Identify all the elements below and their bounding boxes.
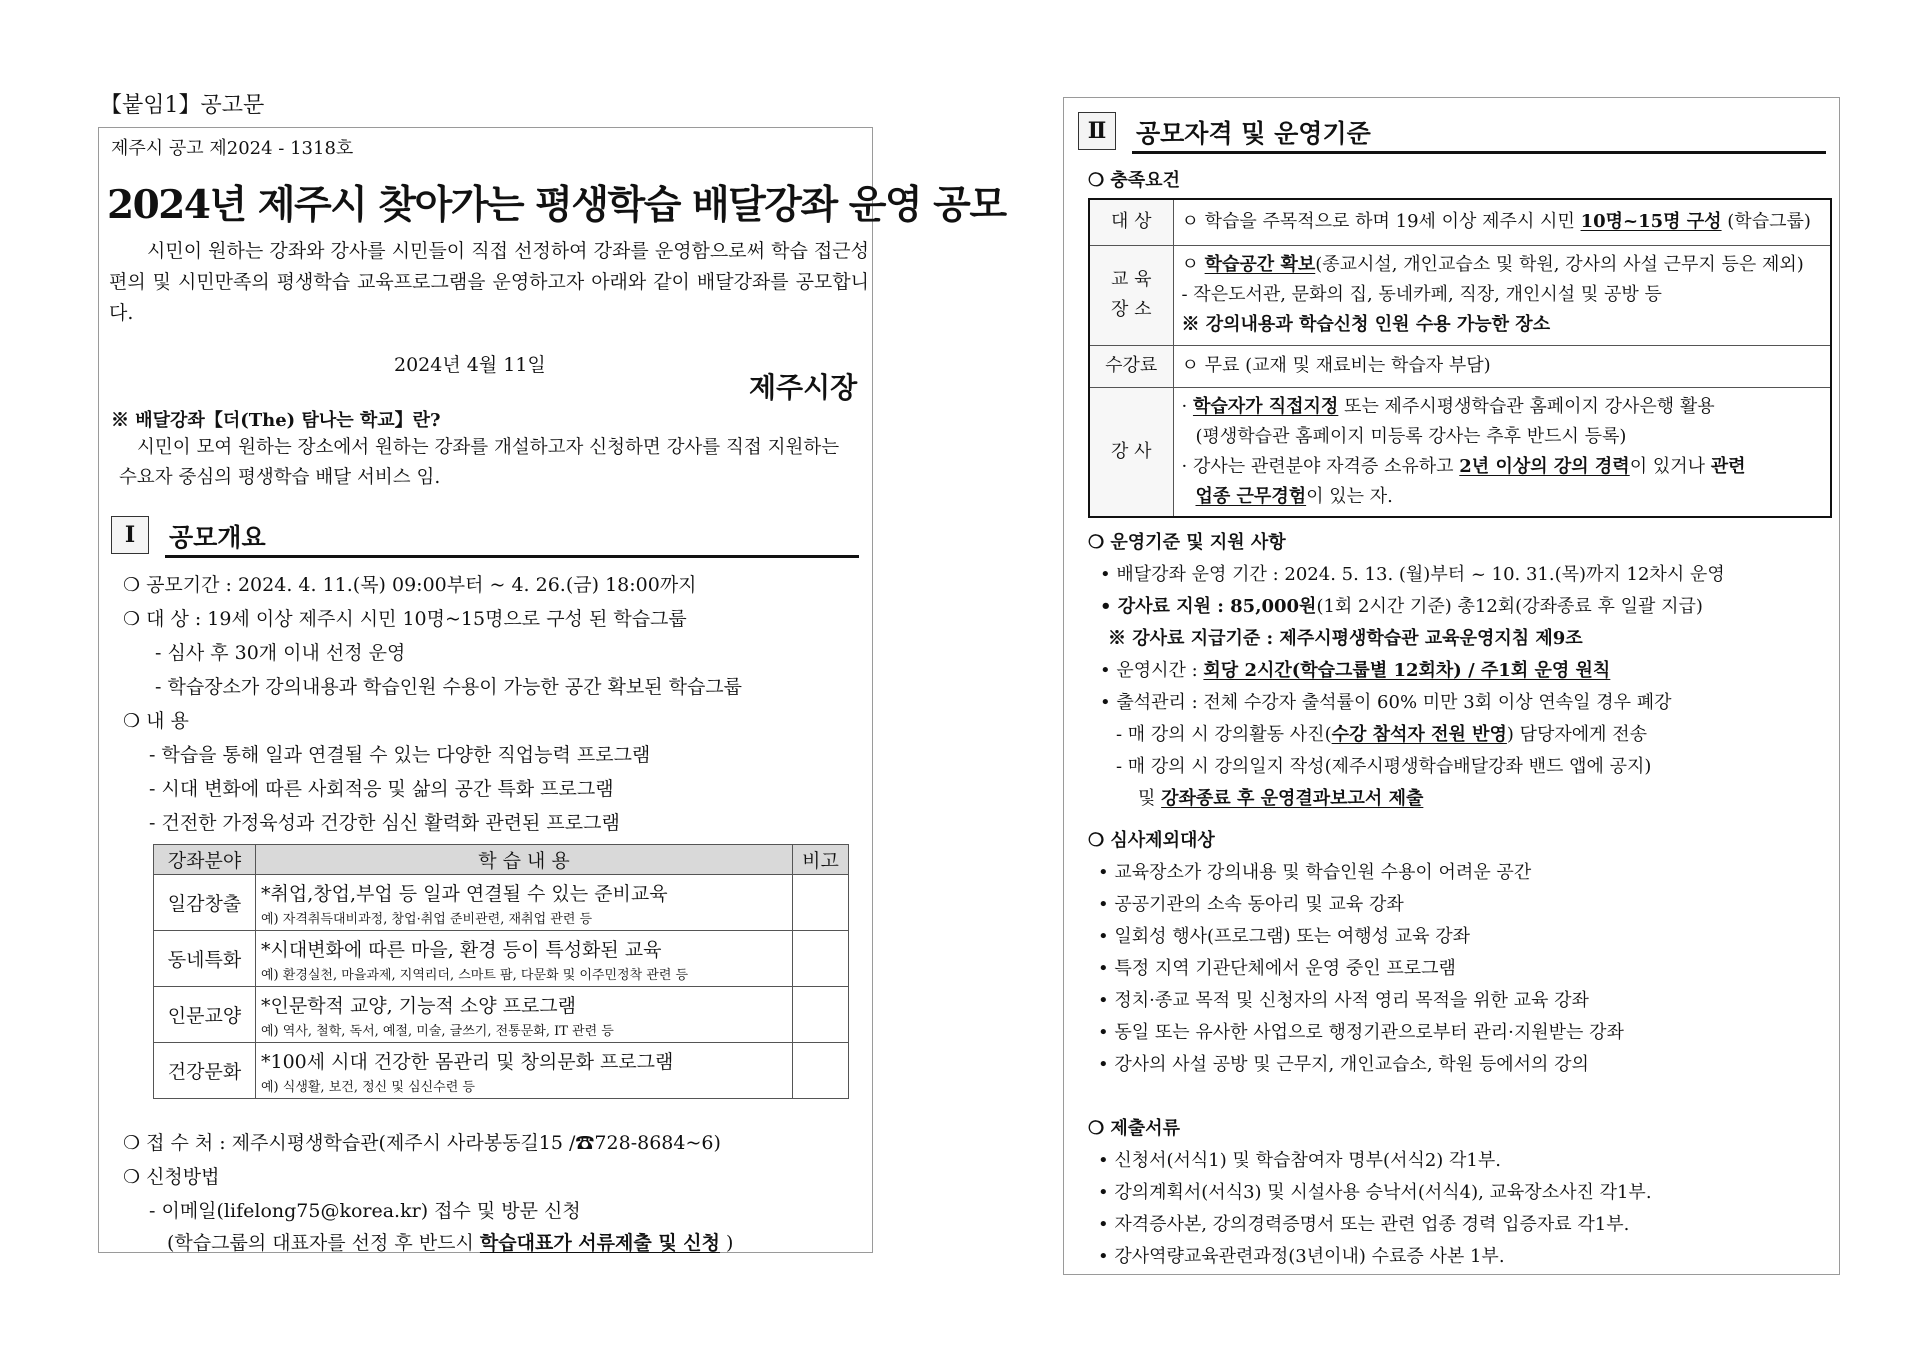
what-is-body: 시민이 모여 원하는 장소에서 원하는 강좌를 개설하고자 신청하면 강사를 직접 지원하는 수요자 중심의 평생학습 배달 서비스 임. (119, 437, 840, 488)
place-l2: - 작은도서관, 문화의 집, 동네카페, 직장, 개인시설 및 공방 등 (1181, 284, 1662, 305)
method-sub2-pre: (학습그룹의 대표자를 선정 후 반드시 (167, 1232, 480, 1254)
place-key-1: 교 육 (1111, 269, 1152, 290)
method-sub2-emphasis: 학습대표가 서류제출 및 신청 (479, 1232, 721, 1254)
ops-line-1: • 배달강좌 운영 기간 : 2024. 5. 13. (월)부터 ~ 10. 31.(목)까지 12차시 운영 (1100, 564, 1725, 585)
exclude-item: • 정치·종교 목적 및 신청자의 사적 영리 목적을 위한 교육 강좌 (1098, 990, 1589, 1011)
row-example: 예) 자격취득대비과정, 창업·취업 준비관련, 재취업 관련 등 (261, 911, 593, 927)
receipt-line: ❍ 접 수 처 : 제주시평생학습관(제주시 사라봉동길15 /☎728-8684~6) (123, 1132, 721, 1154)
ops-2-post: (1회 2시간 기준) 총12회(강좌종료 후 일괄 지급) (1316, 596, 1703, 617)
ops-line-4 (1100, 656, 1610, 682)
inst-l4-post: 이 있는 자. (1306, 485, 1393, 507)
row-example: 예) 환경실천, 마을과제, 지역리더, 스마트 팜, 다문화 및 이주민정착 관련 등 (261, 967, 689, 983)
ops-6-underline: 수강 참석자 전원 반영 (1331, 724, 1507, 745)
exclude-item: • 강사의 사설 공방 및 근무지, 개인교습소, 학원 등에서의 강의 (1098, 1054, 1589, 1075)
header-content: 학 습 내 용 (256, 845, 793, 875)
inst-l3-underline: 2년 이상의 강의 경력 (1459, 455, 1630, 477)
requirements-table (1088, 198, 1832, 518)
exclude-item: • 공공기관의 소속 동아리 및 교육 강좌 (1098, 894, 1404, 915)
req-key-target: 대 상 (1089, 199, 1173, 245)
section-2-title: 공모자격 및 운영기준 (1136, 119, 1371, 148)
inst-l4-underline: 업종 근무경험 (1195, 485, 1307, 507)
req-row-target (1089, 199, 1831, 245)
inst-l3-pre: · 강사는 관련분야 자격증 소유하고 (1181, 455, 1460, 477)
place-l1-post: (종교시설, 개인교습소 및 학원, 강사의 사설 근무지 등은 제외) (1315, 254, 1804, 275)
content-line: ❍ 내 용 (123, 710, 189, 732)
docs-item: • 자격증사본, 강의경력증명서 또는 관련 업종 경력 입증자료 각1부. (1098, 1214, 1630, 1235)
docs-title: ❍ 제출서류 (1088, 1118, 1180, 1139)
exclude-item: • 동일 또는 유사한 사업으로 행정기관으로부터 관리·지원받는 강좌 (1098, 1022, 1624, 1043)
row-field: 인문교양 (154, 987, 256, 1043)
ops-line-2 (1100, 592, 1703, 618)
inst-l1-post: 또는 제주시평생학습관 홈페이지 강사은행 활용 (1338, 395, 1715, 417)
exclude-item: • 일회성 행사(프로그램) 또는 여행성 교육 강좌 (1098, 926, 1470, 947)
target-sub2: - 학습장소가 강의내용과 학습인원 수용이 가능한 공간 확보된 학습그룹 (155, 676, 743, 698)
notice-page-right (1063, 97, 1840, 1275)
req-val-target (1173, 199, 1831, 245)
section-1-header (111, 516, 861, 558)
req-key-fee: 수강료 (1089, 345, 1173, 387)
req-key-place (1089, 245, 1173, 345)
place-l1-pre: ㅇ (1181, 254, 1205, 275)
row-field: 일감창출 (154, 875, 256, 931)
ops-line-6 (1116, 720, 1647, 746)
method-line: ❍ 신청방법 (123, 1166, 220, 1188)
section-2-header (1078, 112, 1828, 154)
exclude-title: ❍ 심사제외대상 (1088, 830, 1215, 851)
content-sub2: - 시대 변화에 따른 사회적응 및 삶의 공간 특화 프로그램 (149, 778, 614, 800)
inst-l1-underline: 학습자가 직접지정 (1192, 395, 1339, 417)
section-2-number: Ⅱ (1078, 112, 1116, 150)
header-field: 강좌분야 (154, 845, 256, 875)
row-example: 예) 식생활, 보건, 정신 및 심신수련 등 (261, 1079, 475, 1095)
exclude-item: • 특정 지역 기관단체에서 운영 중인 프로그램 (1098, 958, 1456, 979)
ops-6-post: ) 담당자에게 전송 (1506, 724, 1648, 745)
req-row-place (1089, 245, 1831, 345)
ops-title: ❍ 운영기준 및 지원 사항 (1088, 532, 1286, 553)
table-row (154, 931, 849, 987)
notice-signer: 제주시장 (749, 371, 858, 404)
section-1-underline (165, 555, 859, 558)
table-row (154, 987, 849, 1043)
docs-item: • 강사역량교육관련과정(3년이내) 수료증 사본 1부. (1098, 1246, 1505, 1267)
target-line: ❍ 대 상 : 19세 이상 제주시 시민 10명~15명으로 구성 된 학습그룹 (123, 608, 687, 630)
req-row-instructor (1089, 387, 1831, 517)
row-main: *인문학적 교양, 기능적 소양 프로그램 (261, 994, 577, 1017)
req-val-fee: ㅇ 무료 (교재 및 재료비는 학습자 부담) (1173, 345, 1831, 387)
target-post: (학습그룹) (1721, 211, 1811, 233)
row-main: *취업,창업,부업 등 일과 연결될 수 있는 준비교육 (261, 882, 668, 905)
content-sub3: - 건전한 가정육성과 건강한 심신 활력화 관련된 프로그램 (149, 812, 620, 834)
ops-4-pre: • 운영시간 : (1100, 660, 1204, 681)
ops-6-pre: - 매 강의 시 강의활동 사진( (1116, 724, 1332, 745)
row-main: *시대변화에 따른 마을, 환경 등이 특성화된 교육 (261, 938, 662, 961)
section-2-underline (1132, 151, 1826, 154)
row-note (793, 875, 849, 931)
row-field: 동네특화 (154, 931, 256, 987)
inst-l3-mid: 이 있거나 (1629, 455, 1711, 477)
place-l1-underline: 학습공간 확보 (1204, 254, 1316, 275)
ops-8-pre: 및 (1138, 788, 1162, 809)
row-note (793, 1043, 849, 1099)
row-note (793, 931, 849, 987)
ops-line-7: - 매 강의 시 강의일지 작성(제주시평생학습배달강좌 밴드 앱에 공지) (1116, 756, 1652, 777)
notice-intro: 시민이 원하는 강좌와 강사를 시민들이 직접 선정하여 강좌를 운영함으로써 학습 접근성 편의 및 시민만족의 평생학습 교육프로그램을 운영하고자 아래와 같이 배달강좌를 공모합니다. (109, 240, 869, 324)
method-sub1: - 이메일(lifelong75@korea.kr) 접수 및 방문 신청 (149, 1200, 581, 1222)
req-val-instructor (1173, 387, 1831, 517)
notice-page-left (98, 127, 1006, 1254)
req-val-place (1173, 245, 1831, 345)
what-is-title: ※ 배달강좌【더(The) 탐나는 학교】란? (111, 410, 441, 431)
header-note: 비고 (793, 845, 849, 875)
notice-title: 2024년 제주시 찾아가는 평생학습 배달강좌 운영 공모 (107, 182, 1006, 228)
place-key-2: 장 소 (1111, 299, 1152, 320)
row-field: 건강문화 (154, 1043, 256, 1099)
row-note (793, 987, 849, 1043)
inst-l2: (평생학습관 홈페이지 미등록 강사는 추후 반드시 등록) (1195, 425, 1627, 447)
inst-l1-pre: · (1181, 395, 1193, 417)
notice-number: 제주시 공고 제2024 - 1318호 (111, 138, 354, 159)
attachment-label: 【붙임1】공고문 (100, 93, 265, 118)
table-row (154, 875, 849, 931)
ops-4-underline: 회당 2시간(학습그룹별 12회차) / 주1회 운영 원칙 (1203, 660, 1611, 681)
course-table (153, 844, 849, 1099)
docs-item: • 신청서(서식1) 및 학습참여자 명부(서식2) 각1부. (1098, 1150, 1501, 1171)
content-sub1: - 학습을 통해 일과 연결될 수 있는 다양한 직업능력 프로그램 (149, 744, 651, 766)
ops-line-5: • 출석관리 : 전체 수강자 출석률이 60% 미만 3회 이상 연속일 경우 폐강 (1100, 692, 1672, 713)
requirements-title: ❍ 충족요건 (1088, 170, 1180, 191)
ops-line-8 (1138, 784, 1423, 810)
row-main: *100세 시대 건강한 몸관리 및 창의문화 프로그램 (261, 1050, 674, 1073)
exclude-item: • 교육장소가 강의내용 및 학습인원 수용이 어려운 공간 (1098, 862, 1532, 883)
row-example: 예) 역사, 철학, 독서, 예절, 미술, 글쓰기, 전통문화, IT 관련 등 (261, 1023, 614, 1039)
method-sub2-post: ) (720, 1232, 734, 1254)
ops-line-3: ※ 강사료 지급기준 : 제주시평생학습관 교육운영지침 제9조 (1108, 628, 1583, 649)
req-row-fee (1089, 345, 1831, 387)
section-1-title: 공모개요 (169, 523, 266, 552)
ops-8-underline: 강좌종료 후 운영결과보고서 제출 (1161, 788, 1424, 809)
notice-date: 2024년 4월 11일 (394, 354, 546, 376)
target-pre: ㅇ 학습을 주목적으로 하며 19세 이상 제주시 시민 (1181, 211, 1581, 233)
target-sub1: - 심사 후 30개 이내 선정 운영 (155, 642, 406, 664)
method-sub2 (167, 1228, 733, 1255)
table-header-row (154, 845, 849, 875)
ops-2-bold: • 강사료 지원 : 85,000원 (1100, 596, 1317, 617)
inst-l3-bold: 관련 (1710, 455, 1746, 477)
place-l3: ※ 강의내용과 학습신청 인원 수용 가능한 장소 (1181, 314, 1551, 335)
docs-item: • 강의계획서(서식3) 및 시설사용 승낙서(서식4), 교육장소사진 각1부. (1098, 1182, 1652, 1203)
table-row (154, 1043, 849, 1099)
target-underline: 10명~15명 구성 (1580, 211, 1722, 233)
period-line: ❍ 공모기간 : 2024. 4. 11.(목) 09:00부터 ~ 4. 26.(금) 18:00까지 (123, 574, 697, 596)
section-1-number: Ⅰ (111, 516, 149, 554)
req-key-instructor: 강 사 (1089, 387, 1173, 517)
